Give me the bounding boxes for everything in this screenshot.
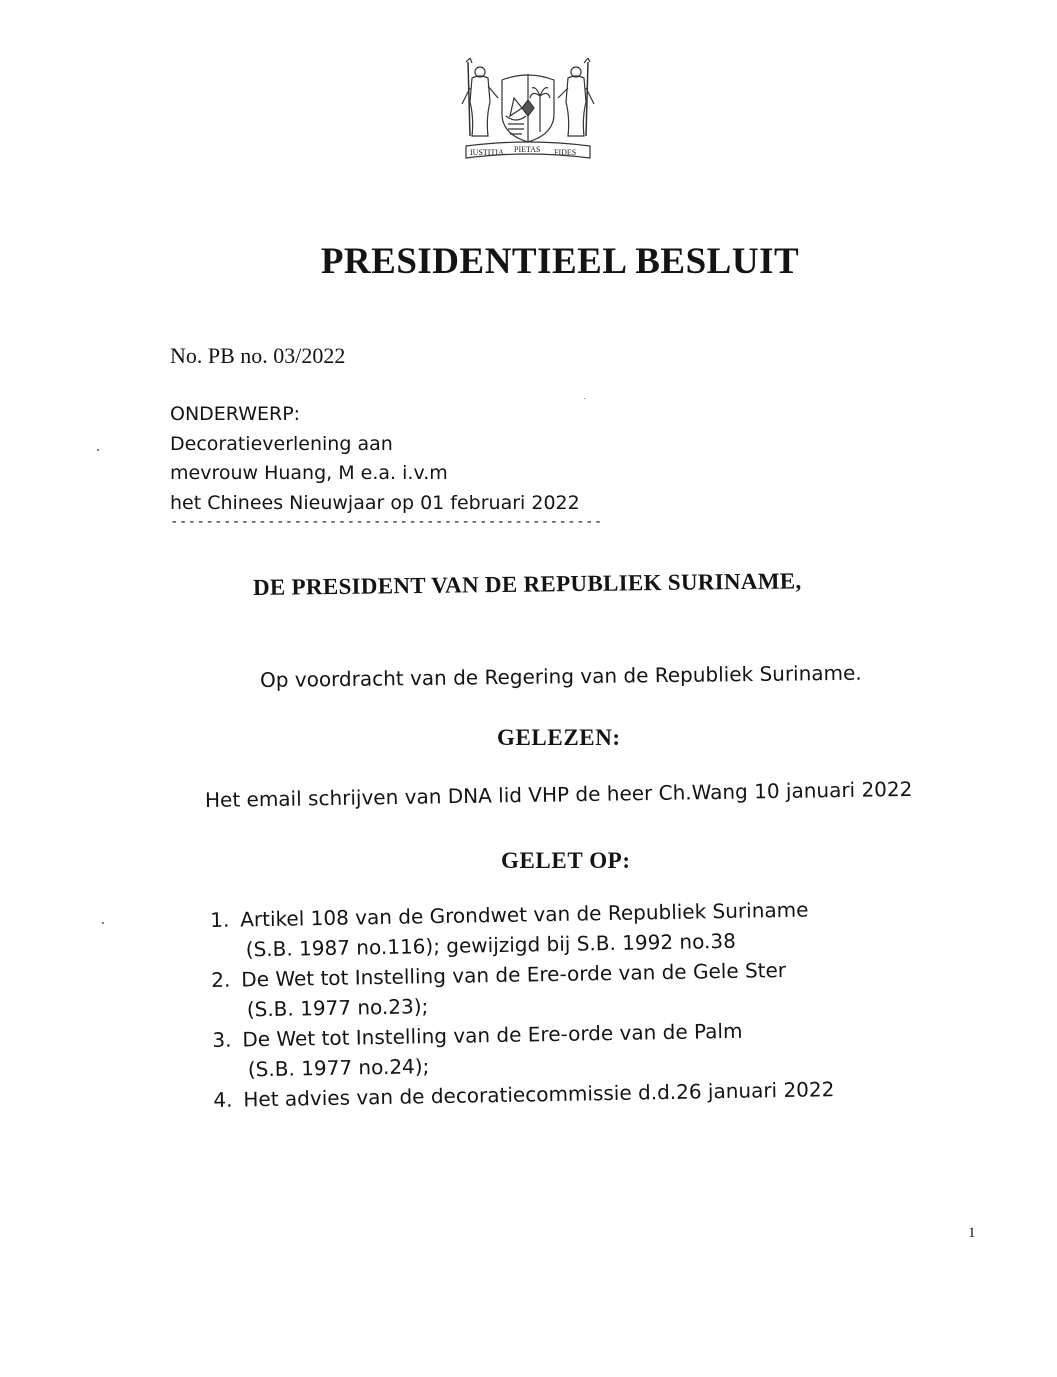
coat-of-arms-suriname-icon (458, 58, 598, 168)
scan-speck (97, 449, 99, 451)
subject-block (170, 400, 580, 518)
considerations-list (210, 894, 835, 1115)
list-item-text: De Wet tot Instelling van de Ere-orde van de Palm (242, 1018, 743, 1052)
intro-text: Op voordracht van de Regering van de Republiek Suriname. (259, 660, 862, 692)
list-item-reference: (S.B. 1987 no.116); gewijzigd bij S.B. 1992 no.38 (245, 928, 737, 962)
list-item-number: 4. (213, 1087, 233, 1112)
list-item-reference: (S.B. 1977 no.24); (247, 1054, 430, 1082)
subject-line-1: Decoratieverlening aan (170, 432, 393, 455)
scan-speck (584, 398, 585, 399)
separator-line: ------------------------------------------------- (170, 514, 603, 530)
motto-word-3: FIDES (554, 148, 577, 157)
subject-line-3: het Chinees Nieuwjaar op 01 februari 2022 (170, 491, 580, 514)
list-item-number: 2. (211, 967, 231, 992)
gelet-op-heading: GELET OP: (501, 848, 631, 873)
list-item-text: Artikel 108 van de Grondwet van de Republiek Suriname (240, 897, 809, 932)
subject-label: ONDERWERP: (170, 403, 301, 425)
subject-line-2: mevrouw Huang, M e.a. i.v.m (170, 462, 448, 484)
list-item-reference: (S.B. 1977 no.23); (246, 994, 429, 1022)
motto-word-1: IUSTITIA (470, 148, 504, 157)
list-item-number: 3. (212, 1027, 232, 1052)
scan-speck (102, 922, 104, 924)
document-number: No. PB no. 03/2022 (170, 343, 346, 368)
gelezen-heading: GELEZEN: (497, 725, 621, 750)
list-item-text: De Wet tot Instelling van de Ere-orde van de Gele Ster (241, 957, 787, 992)
list-item-text: Het advies van de decoratiecommissie d.d.26 januari 2022 (243, 1077, 835, 1112)
page-number: 1 (968, 1225, 976, 1241)
president-heading: DE PRESIDENT VAN DE REPUBLIEK SURINAME, (252, 568, 802, 600)
motto-word-2: PIETAS (514, 145, 541, 154)
document-title: PRESIDENTIEEL BESLUIT (320, 241, 800, 282)
list-item-number: 1. (210, 907, 230, 932)
gelezen-text: Het email schrijven van DNA lid VHP de heer Ch.Wang 10 januari 2022 (204, 776, 913, 812)
